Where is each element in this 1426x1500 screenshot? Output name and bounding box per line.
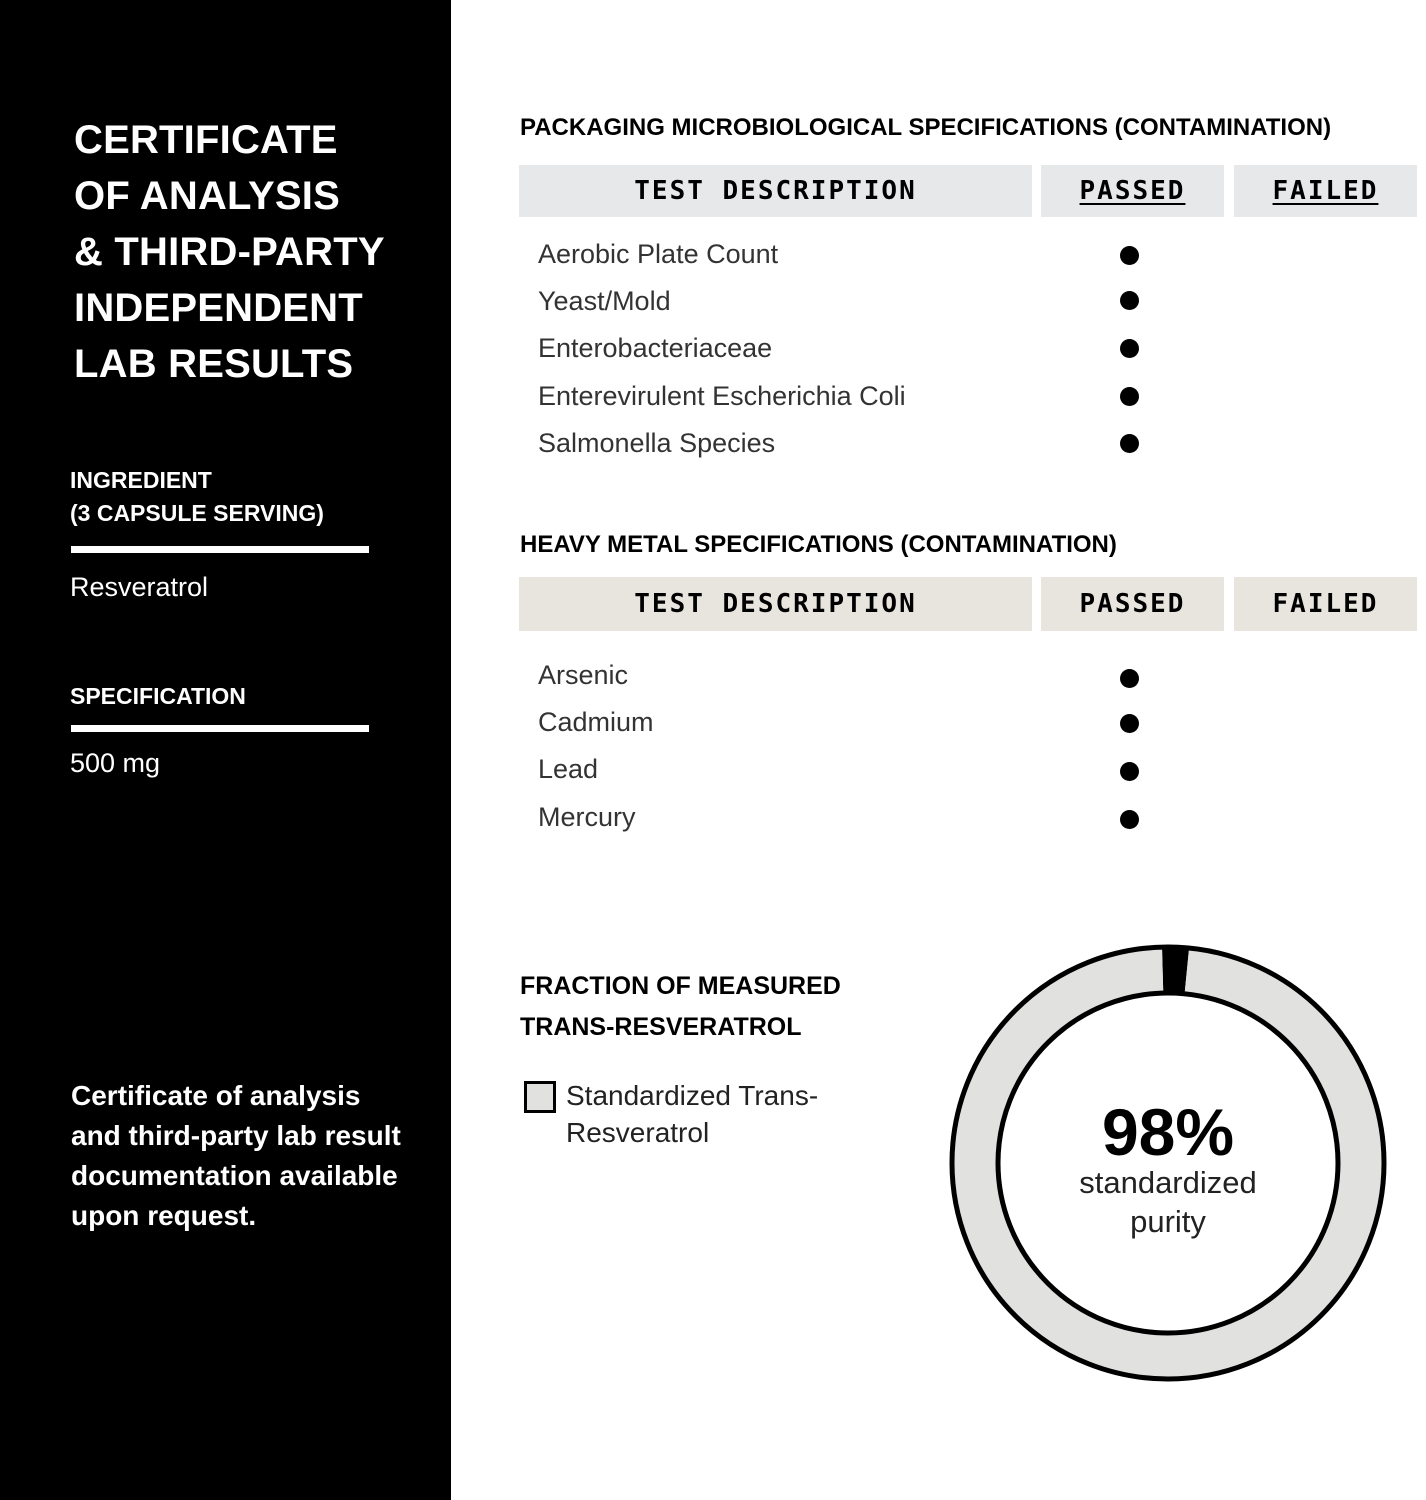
specification-label (70, 680, 246, 713)
micro-row-label: Aerobic Plate Count (538, 239, 779, 269)
micro-header-failed (1234, 165, 1417, 217)
micro-section-title: PACKAGING MICROBIOLOGICAL SPECIFICATIONS (CONTAMINATION) (520, 114, 1332, 141)
specification-value: 500 mg (70, 748, 161, 778)
micro-header-description: TEST DESCRIPTION (519, 165, 1032, 217)
micro-row-label: Enterobacteriaceae (538, 333, 773, 363)
micro-row-label: Yeast/Mold (538, 286, 671, 316)
ingredient-label (70, 464, 324, 530)
title-line: LAB RESULTS (74, 342, 354, 386)
legend-swatch (524, 1081, 556, 1113)
title-line: & THIRD-PARTY (74, 230, 385, 274)
availability-note: Certificate of analysis and third-party lab result documentation available upon request. (71, 1080, 401, 1231)
metals-header-failed: FAILED (1234, 577, 1417, 631)
passed-dot (1120, 434, 1139, 453)
ingredient-value: Resveratrol (70, 572, 209, 602)
legend-label: Standardized Trans-Resveratrol (566, 1080, 819, 1148)
micro-header-passed (1041, 165, 1224, 217)
micro-header-passed-text: PASSED (1079, 176, 1186, 206)
passed-dot (1120, 387, 1139, 406)
passed-dot (1120, 339, 1139, 358)
fraction-title (520, 966, 841, 1048)
metals-section-title: HEAVY METAL SPECIFICATIONS (CONTAMINATION) (520, 531, 1117, 558)
passed-dot (1120, 762, 1139, 781)
fraction-title-line: TRANS-RESVERATROL (520, 1013, 802, 1041)
metals-header-description: TEST DESCRIPTION (519, 577, 1032, 631)
passed-dot (1120, 714, 1139, 733)
ingredient-label-line: INGREDIENT (70, 467, 212, 493)
title-line: OF ANALYSIS (74, 174, 340, 218)
passed-dot (1120, 291, 1139, 310)
title-line: CERTIFICATE (74, 118, 338, 162)
metals-row-label: Cadmium (538, 707, 654, 737)
micro-header-failed-text: FAILED (1272, 176, 1379, 206)
passed-dot (1120, 246, 1139, 265)
passed-dot (1120, 669, 1139, 688)
purity-caption-line: standardized (1079, 1165, 1257, 1200)
purity-caption-line: purity (1130, 1204, 1206, 1239)
fraction-title-line: FRACTION OF MEASURED (520, 972, 841, 1000)
donut-slice-remainder (1162, 947, 1189, 994)
metals-header-passed: PASSED (1041, 577, 1224, 631)
purity-value: 98% (1101, 1095, 1235, 1169)
metals-row-label: Mercury (538, 802, 636, 832)
micro-row-label: Enterevirulent Escherichia Coli (538, 381, 906, 411)
passed-dot (1120, 810, 1139, 829)
specification-divider (71, 725, 369, 732)
metals-row-label: Lead (538, 754, 599, 784)
ingredient-label-line: (3 CAPSULE SERVING) (70, 500, 324, 526)
page-title (74, 112, 385, 392)
sidebar (0, 0, 451, 1500)
micro-row-label: Salmonella Species (538, 428, 776, 458)
purity-donut-chart (940, 935, 1396, 1391)
title-line: INDEPENDENT (74, 286, 363, 330)
metals-row-label: Arsenic (538, 660, 629, 690)
ingredient-divider (71, 546, 369, 553)
specification-label-text: SPECIFICATION (70, 683, 246, 709)
